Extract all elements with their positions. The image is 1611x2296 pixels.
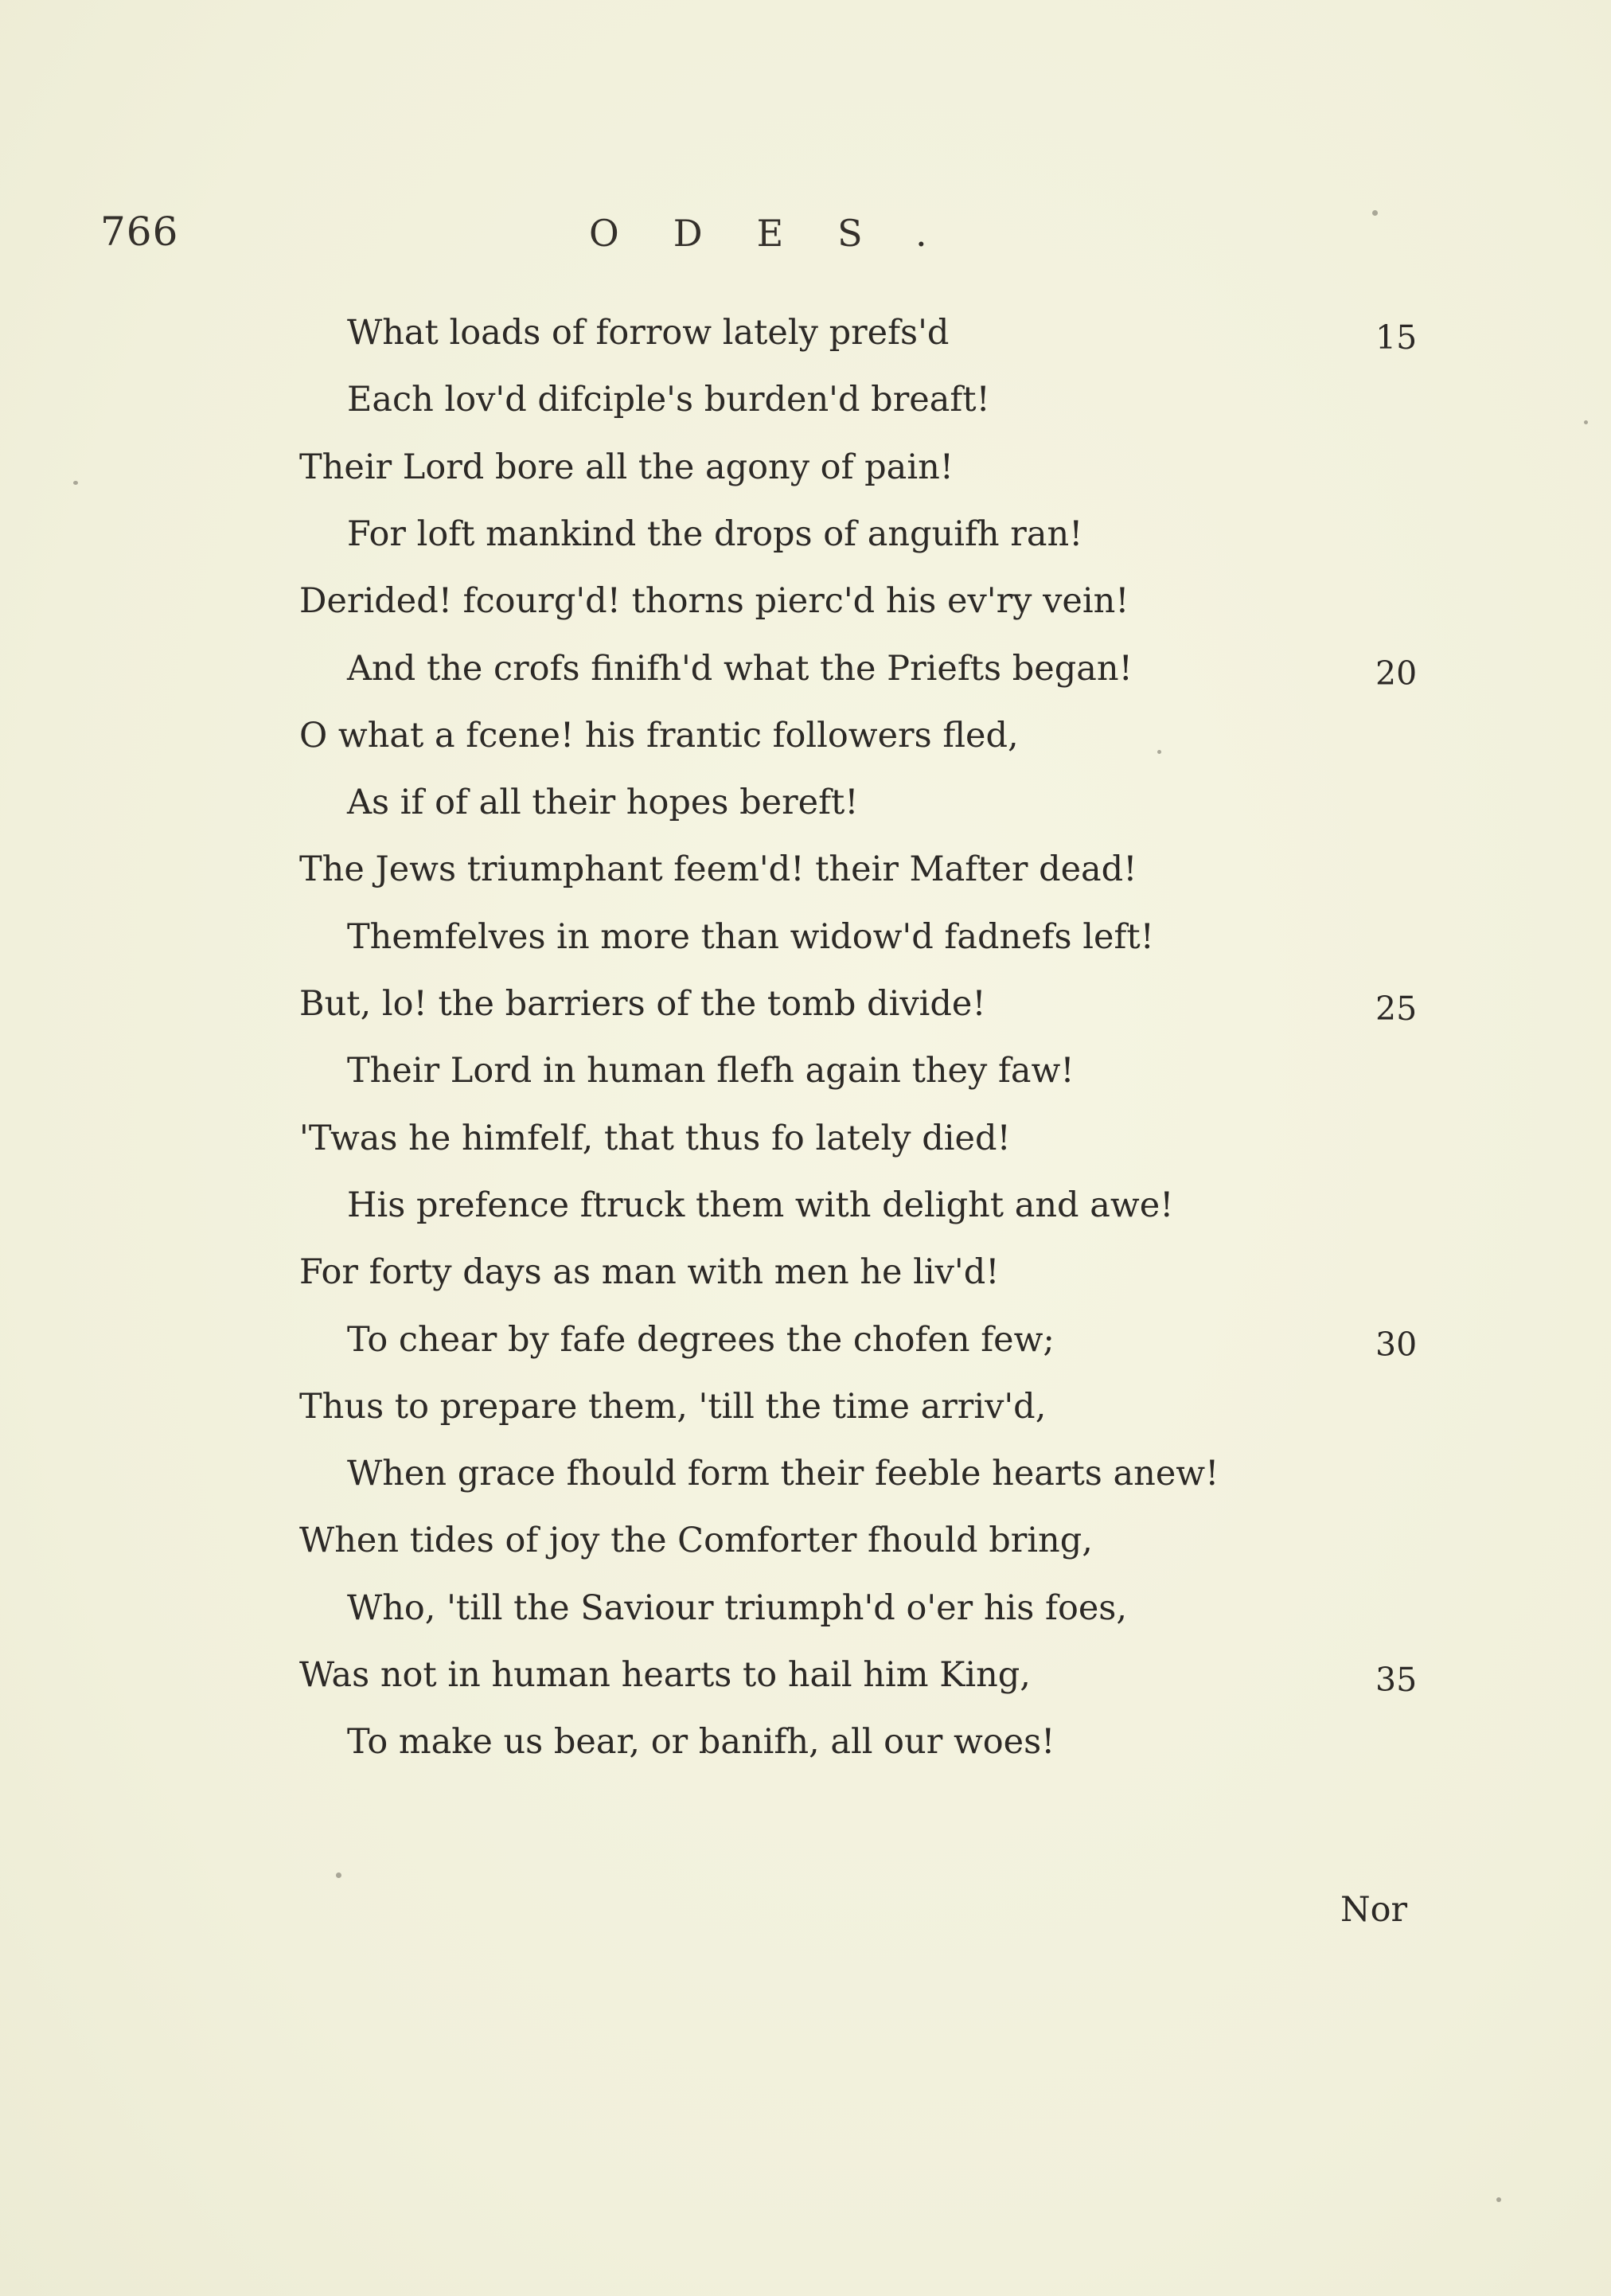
verse-text: As if of all their hopes bereft! (347, 783, 859, 822)
verse-text: His prefence ftruck them with delight and awe! (347, 1185, 1174, 1225)
line-number: 25 (1375, 990, 1418, 1028)
verse-line (0, 1517, 1611, 1583)
verse-text: For forty days as man with men he liv'd! (299, 1252, 1000, 1292)
page-number: 766 (100, 209, 179, 255)
verse-line (0, 1115, 1611, 1181)
line-number: 15 (1375, 318, 1418, 357)
verse-text: For loft mankind the drops of anguifh ran! (347, 514, 1083, 554)
verse-line (0, 645, 1611, 712)
verse-line (0, 1316, 1611, 1383)
verse-text: Themfelves in more than widow'd fadnefs left! (347, 917, 1154, 957)
verse-text: When grace fhould form their feeble hearts anew! (347, 1454, 1219, 1494)
verse-line (0, 1450, 1611, 1517)
verse-text: 'Twas he himfelf, that thus fo lately died! (299, 1119, 1011, 1158)
paper-speck (336, 1872, 341, 1878)
verse-line (0, 913, 1611, 980)
verse-line (0, 779, 1611, 845)
verse-text: Derided! fcourg'd! thorns pierc'd his ev'ry vein! (299, 581, 1129, 621)
verse-line (0, 1651, 1611, 1718)
verse-text: O what a fcene! his frantic followers fled, (299, 716, 1019, 756)
verse-line (0, 980, 1611, 1047)
paper-speck (1372, 210, 1378, 216)
verse-text: When tides of joy the Comforter fhould bring, (299, 1521, 1093, 1560)
line-number: 20 (1375, 654, 1418, 693)
verse-line (0, 443, 1611, 510)
verse-text: Their Lord bore all the agony of pain! (299, 447, 954, 487)
verse-line (0, 1584, 1611, 1651)
verse-line (0, 376, 1611, 443)
verse-line (0, 1383, 1611, 1450)
paper-speck (1584, 420, 1588, 424)
running-title: ODES. (589, 212, 981, 255)
paper-speck (73, 481, 78, 485)
line-number: 30 (1375, 1326, 1418, 1364)
verse-line (0, 577, 1611, 644)
line-number: 35 (1375, 1661, 1418, 1699)
verse-text: Was not in human hearts to hail him King, (299, 1655, 1031, 1695)
verse-line (0, 712, 1611, 779)
verse-line (0, 1181, 1611, 1248)
verse-text: But, lo! the barriers of the tomb divide! (299, 984, 986, 1024)
paper-speck (1157, 750, 1161, 754)
verse-line (0, 1047, 1611, 1114)
paper-speck (1496, 2197, 1501, 2202)
verse-text: The Jews triumphant feem'd! their Mafter dead! (299, 849, 1137, 889)
verse-line (0, 309, 1611, 376)
verse-text: Each lov'd difciple's burden'd breaft! (347, 380, 990, 420)
verse-text: Who, 'till the Saviour triumph'd o'er his foes, (347, 1588, 1128, 1628)
verse-line (0, 1718, 1611, 1785)
catchword: Nor (1340, 1890, 1408, 1930)
verse-line (0, 1248, 1611, 1315)
verse-line (0, 510, 1611, 577)
verse-text: Their Lord in human flefh again they faw! (347, 1051, 1075, 1091)
page-header (0, 209, 1611, 272)
verse-text: What loads of forrow lately prefs'd (347, 313, 950, 353)
verse-text: And the crofs finifh'd what the Priefts began! (347, 649, 1133, 689)
verse-text: Thus to prepare them, 'till the time arriv'd, (299, 1387, 1047, 1427)
verse-line (0, 845, 1611, 912)
verse-text: To chear by fafe degrees the chofen few; (347, 1320, 1055, 1360)
verse-text: To make us bear, or banifh, all our woes! (347, 1722, 1055, 1762)
